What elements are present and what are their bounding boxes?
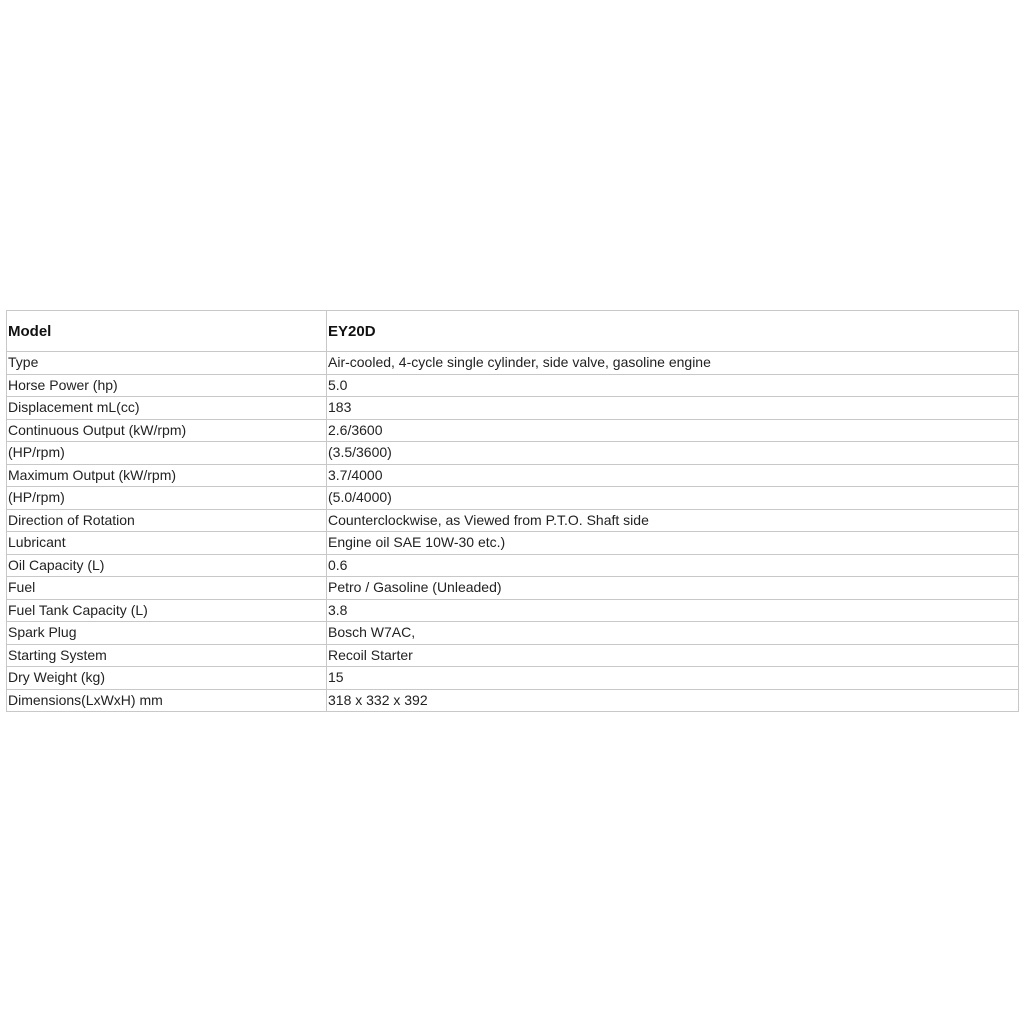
spec-value: 318 x 332 x 392 — [327, 689, 1019, 712]
table-row — [7, 419, 1019, 442]
spec-value: 0.6 — [327, 554, 1019, 577]
spec-label: Fuel — [7, 577, 327, 600]
spec-table — [6, 310, 1019, 712]
spec-label: Horse Power (hp) — [7, 374, 327, 397]
table-row — [7, 464, 1019, 487]
table-row — [7, 577, 1019, 600]
spec-value: (5.0/4000) — [327, 487, 1019, 510]
spec-value: Air-cooled, 4-cycle single cylinder, side valve, gasoline engine — [327, 352, 1019, 375]
spec-value: 15 — [327, 667, 1019, 690]
table-row — [7, 487, 1019, 510]
model-label: Model — [7, 311, 327, 352]
spec-label: Spark Plug — [7, 622, 327, 645]
spec-value: Petro / Gasoline (Unleaded) — [327, 577, 1019, 600]
spec-value: 3.7/4000 — [327, 464, 1019, 487]
table-row — [7, 374, 1019, 397]
spec-value: Bosch W7AC, — [327, 622, 1019, 645]
spec-value: Counterclockwise, as Viewed from P.T.O. Shaft side — [327, 509, 1019, 532]
table-row — [7, 644, 1019, 667]
table-row — [7, 532, 1019, 555]
table-row — [7, 397, 1019, 420]
spec-value: 3.8 — [327, 599, 1019, 622]
spec-value: Engine oil SAE 10W-30 etc.) — [327, 532, 1019, 555]
spec-label: (HP/rpm) — [7, 487, 327, 510]
spec-label: Direction of Rotation — [7, 509, 327, 532]
spec-value: (3.5/3600) — [327, 442, 1019, 465]
spec-label: Starting System — [7, 644, 327, 667]
spec-value: 183 — [327, 397, 1019, 420]
spec-label: Oil Capacity (L) — [7, 554, 327, 577]
spec-label: Dimensions(LxWxH) mm — [7, 689, 327, 712]
spec-label: Fuel Tank Capacity (L) — [7, 599, 327, 622]
spec-value: 2.6/3600 — [327, 419, 1019, 442]
table-row — [7, 622, 1019, 645]
table-row — [7, 442, 1019, 465]
spec-label: Maximum Output (kW/rpm) — [7, 464, 327, 487]
spec-table-body — [7, 311, 1019, 712]
spec-label: Lubricant — [7, 532, 327, 555]
spec-label: Displacement mL(cc) — [7, 397, 327, 420]
model-header-row — [7, 311, 1019, 352]
table-row — [7, 667, 1019, 690]
table-row — [7, 599, 1019, 622]
spec-label: (HP/rpm) — [7, 442, 327, 465]
table-row — [7, 352, 1019, 375]
spec-label: Dry Weight (kg) — [7, 667, 327, 690]
model-value: EY20D — [327, 311, 1019, 352]
table-row — [7, 689, 1019, 712]
table-row — [7, 509, 1019, 532]
spec-value: Recoil Starter — [327, 644, 1019, 667]
spec-label: Type — [7, 352, 327, 375]
spec-value: 5.0 — [327, 374, 1019, 397]
spec-label: Continuous Output (kW/rpm) — [7, 419, 327, 442]
table-row — [7, 554, 1019, 577]
